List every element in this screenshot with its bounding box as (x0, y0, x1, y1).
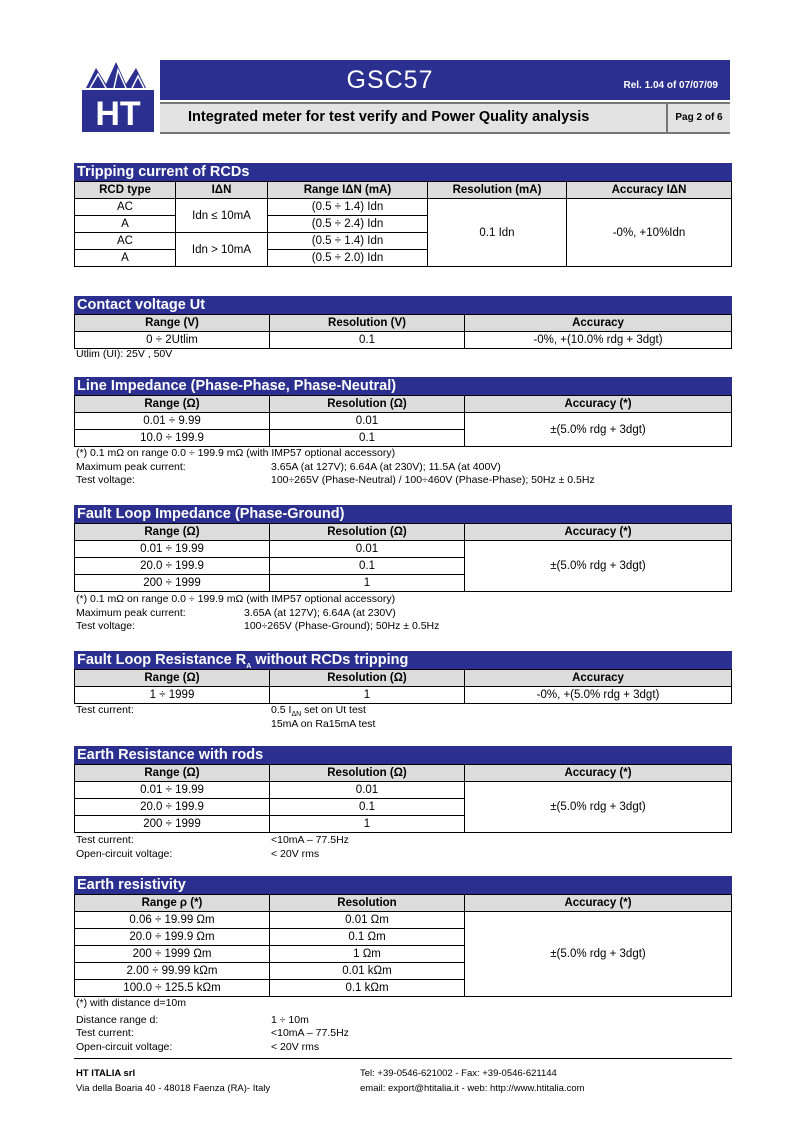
table-cell: 1 (270, 575, 465, 592)
note-label: Maximum peak current: (76, 606, 186, 619)
fault-notes (76, 593, 732, 635)
fault-table (74, 523, 732, 592)
company-address: Via della Boaria 40 - 48018 Faenza (RA)- Italy (76, 1083, 271, 1094)
table-cell: ±(5.0% rdg + 3dgt) (465, 782, 732, 833)
doc-subtitle: Integrated meter for test verify and Power Quality analysis (188, 109, 590, 125)
table-cell: AC (75, 199, 176, 216)
note-label: Test voltage: (76, 474, 135, 486)
table-cell: 0 ÷ 2Utlim (75, 332, 270, 349)
col-header: RCD type (75, 182, 176, 199)
table-cell: 100.0 ÷ 125.5 kΩm (75, 980, 270, 997)
section-title: Fault Loop Impedance (Phase-Ground) (74, 505, 732, 523)
release-info: Rel. 1.04 of 07/07/09 (623, 80, 718, 91)
ra-table (74, 669, 732, 704)
table-cell: -0%, +(10.0% rdg + 3dgt) (465, 332, 732, 349)
note-label: Test voltage: (76, 620, 135, 632)
table-cell: 0.01 kΩm (270, 963, 465, 980)
section-title: Tripping current of RCDs (74, 163, 732, 181)
note-subscript: ΔN (291, 711, 302, 719)
note-value: < 20V rms (271, 1040, 320, 1053)
note-label: Test current: (76, 704, 134, 716)
contact-table (74, 314, 732, 349)
table-cell: 0.01 (270, 782, 465, 799)
table-cell: 0.1 Ωm (270, 929, 465, 946)
footer-divider (74, 1058, 732, 1059)
section-line-impedance (74, 377, 732, 447)
col-header: Resolution (270, 895, 465, 912)
section-title: Earth resistivity (74, 876, 732, 894)
earth-notes (76, 834, 732, 862)
table-cell: 0.01 ÷ 19.99 (75, 782, 270, 799)
section-title (74, 651, 732, 669)
table-cell: A (75, 250, 176, 267)
section-earth-resistivity (74, 876, 732, 997)
table-cell: 200 ÷ 1999 (75, 575, 270, 592)
col-header: Accuracy (*) (465, 396, 732, 413)
contact-email: email: export@htitalia.it - web: http://www.htitalia.com (360, 1083, 585, 1094)
resistivity-notes (76, 997, 732, 1057)
note-line: (*) with distance d=10m (76, 997, 187, 1009)
note-label: Test current: (76, 834, 134, 846)
line-table (74, 395, 732, 447)
table-cell: 200 ÷ 1999 (75, 816, 270, 833)
earth-table (74, 764, 732, 833)
table-cell: (0.5 ÷ 2.4) Idn (268, 216, 428, 233)
table-cell: AC (75, 233, 176, 250)
col-header: Resolution (mA) (428, 182, 567, 199)
company-name: HT ITALIA srl (76, 1068, 136, 1079)
col-header: Accuracy (*) (465, 895, 732, 912)
col-header: Resolution (Ω) (270, 524, 465, 541)
ht-logo (82, 54, 154, 132)
table-cell: -0%, +10%Idn (567, 199, 732, 267)
note-value: <10mA – 77.5Hz (271, 1027, 349, 1039)
table-cell: 1 (270, 687, 465, 704)
rcd-table (74, 181, 732, 267)
table-cell: 20.0 ÷ 199.9 Ωm (75, 929, 270, 946)
col-header: Accuracy (*) (465, 524, 732, 541)
table-cell: ±(5.0% rdg + 3dgt) (465, 912, 732, 997)
footer-left (76, 1066, 270, 1096)
table-cell: Idn ≤ 10mA (176, 199, 268, 233)
col-header: Resolution (Ω) (270, 765, 465, 782)
table-cell: 0.06 ÷ 19.99 Ωm (75, 912, 270, 929)
table-cell: 0.1 (270, 558, 465, 575)
note-value: 100÷265V (Phase-Neutral) / 100÷460V (Phase-Phase); 50Hz ± 0.5Hz (271, 474, 595, 486)
table-cell: 0.01 ÷ 9.99 (75, 413, 270, 430)
table-cell: 0.1 Idn (428, 199, 567, 267)
table-cell: 20.0 ÷ 199.9 (75, 799, 270, 816)
section-title: Line Impedance (Phase-Phase, Phase-Neutral) (74, 377, 732, 395)
table-cell: 0.1 kΩm (270, 980, 465, 997)
col-header: Resolution (Ω) (270, 670, 465, 687)
note-label: Open-circuit voltage: (76, 847, 173, 860)
table-cell: 0.01 (270, 541, 465, 558)
col-header: Range (Ω) (75, 670, 270, 687)
note-value: <10mA – 77.5Hz (271, 834, 349, 846)
col-header: Range IΔN (mA) (268, 182, 428, 199)
contact-note: Utlim (UI): 25V , 50V (76, 348, 173, 360)
note-value: 3.65A (at 127V); 6.64A (at 230V) (244, 606, 396, 619)
table-cell: 10.0 ÷ 199.9 (75, 430, 270, 447)
contact-phone: Tel: +39-0546-621002 - Fax: +39-0546-621144 (360, 1068, 557, 1079)
title-part: Fault Loop Resistance R (77, 652, 247, 668)
section-rcd (74, 163, 732, 267)
col-header: Accuracy (465, 315, 732, 332)
table-cell: 0.01 Ωm (270, 912, 465, 929)
table-cell: 2.00 ÷ 99.99 kΩm (75, 963, 270, 980)
col-header: IΔN (176, 182, 268, 199)
col-header: Accuracy IΔN (567, 182, 732, 199)
title-part: without RCDs tripping (251, 652, 409, 668)
table-cell: -0%, +(5.0% rdg + 3dgt) (465, 687, 732, 704)
note-part: set on Ut test (301, 704, 366, 716)
note-label: Maximum peak current: (76, 460, 186, 473)
table-cell: 0.01 (270, 413, 465, 430)
note-value: < 20V rms (271, 847, 320, 860)
logo-text: HT (95, 95, 141, 132)
section-earth-resistance (74, 746, 732, 833)
table-cell: A (75, 216, 176, 233)
line-notes (76, 447, 732, 489)
col-header: Range (Ω) (75, 524, 270, 541)
table-cell: ±(5.0% rdg + 3dgt) (465, 541, 732, 592)
section-fault-loop (74, 505, 732, 592)
note-line: (*) 0.1 mΩ on range 0.0 ÷ 199.9 mΩ (with IMP57 optional accessory) (76, 593, 396, 605)
table-cell: 200 ÷ 1999 Ωm (75, 946, 270, 963)
note-label: Distance range d: (76, 1013, 159, 1026)
col-header: Range (Ω) (75, 396, 270, 413)
note-value: 100÷265V (Phase-Ground); 50Hz ± 0.5Hz (244, 620, 440, 632)
table-cell: 1 (270, 816, 465, 833)
ra-notes (76, 704, 732, 732)
page-number: Pag 2 of 6 (666, 104, 730, 132)
table-cell: (0.5 ÷ 2.0) Idn (268, 250, 428, 267)
section-fault-resistance (74, 651, 732, 704)
note-part: 0.5 I (271, 704, 292, 716)
table-cell: 20.0 ÷ 199.9 (75, 558, 270, 575)
resistivity-table (74, 894, 732, 997)
table-cell: ±(5.0% rdg + 3dgt) (465, 413, 732, 447)
col-header: Resolution (Ω) (270, 396, 465, 413)
col-header: Range (V) (75, 315, 270, 332)
table-cell: 0.1 (270, 332, 465, 349)
table-cell: 0.1 (270, 430, 465, 447)
table-cell: 0.01 ÷ 19.99 (75, 541, 270, 558)
col-header: Accuracy (465, 670, 732, 687)
section-title: Contact voltage Ut (74, 296, 732, 314)
col-header: Resolution (V) (270, 315, 465, 332)
header-bar (160, 60, 730, 100)
table-cell: Idn > 10mA (176, 233, 268, 267)
table-cell: 0.1 (270, 799, 465, 816)
note-value: 15mA on Ra15mA test (271, 718, 376, 730)
note-label: Test current: (76, 1027, 134, 1039)
note-label: Open-circuit voltage: (76, 1040, 173, 1053)
col-header: Accuracy (*) (465, 765, 732, 782)
col-header: Range ρ (*) (75, 895, 270, 912)
table-cell: 1 ÷ 1999 (75, 687, 270, 704)
section-contact-voltage (74, 296, 732, 349)
table-cell: (0.5 ÷ 1.4) Idn (268, 199, 428, 216)
note-value: 1 ÷ 10m (271, 1013, 309, 1026)
doc-title: GSC57 (346, 66, 434, 94)
col-header: Range (Ω) (75, 765, 270, 782)
table-cell: 1 Ωm (270, 946, 465, 963)
header-subtitle-band (160, 102, 730, 134)
note-line: (*) 0.1 mΩ on range 0.0 ÷ 199.9 mΩ (with IMP57 optional accessory) (76, 447, 396, 459)
table-cell: (0.5 ÷ 1.4) Idn (268, 233, 428, 250)
section-title: Earth Resistance with rods (74, 746, 732, 764)
title-subscript: A (246, 662, 252, 670)
note-value: 3.65A (at 127V); 6.64A (at 230V); 11.5A (at 400V) (271, 460, 501, 473)
footer-right (360, 1066, 585, 1096)
